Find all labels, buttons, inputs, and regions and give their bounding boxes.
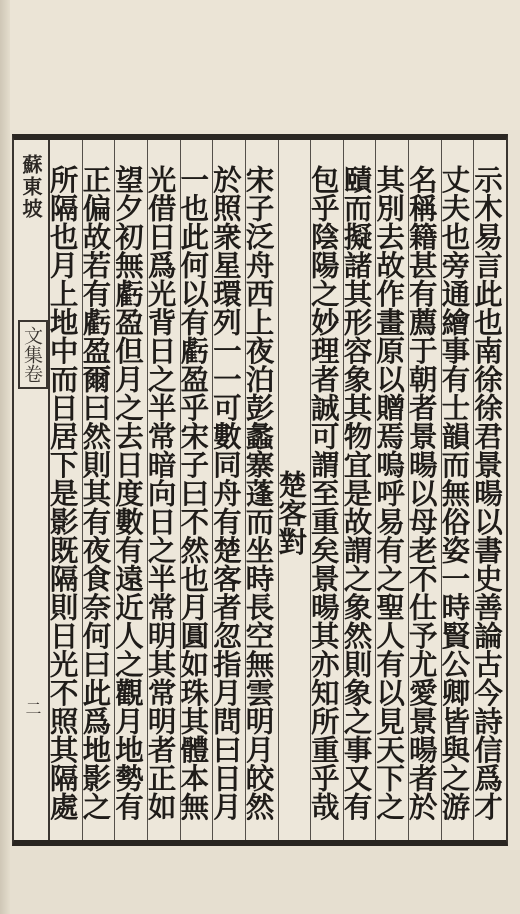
text-column — [143, 140, 181, 840]
column-text: 望夕初無虧盈但月之去日度數有遠近人之觀月地勢有 — [110, 165, 145, 821]
text-column — [241, 140, 279, 840]
column-text: 賾而擬諸其形容象其物宜是故謂之象然則象之事又有 — [339, 165, 374, 821]
column-text: 示木易言此也南徐徐君景暘以書史善論古今詩信爲才 — [470, 165, 504, 821]
column-text: 丈夫也旁通繪事有士韻而無俗姿一時賢公卿皆與之游 — [437, 165, 472, 821]
column-text: 一也此何以有虧盈乎宋子曰不然也月圓如珠其體本無 — [176, 165, 211, 821]
book-title: 蘇東坡 — [19, 154, 43, 220]
column-text: 所隔也月上地中而日居下是影既隔則日光不照其隔處 — [45, 165, 80, 821]
text-column — [306, 140, 344, 840]
text-column — [372, 140, 409, 840]
page-top-margin — [0, 0, 520, 130]
column-text: 名稱籍甚有薦于朝者景暘以母老不仕予尤愛景暘者於 — [404, 165, 439, 821]
text-column — [339, 140, 377, 840]
page-bottom-margin — [0, 850, 520, 914]
column-text: 正偏故若有虧盈爾曰然則其有夜食奈何曰此爲地影之 — [78, 165, 113, 821]
column-text: 於照衆星環列一一可數同舟有楚客者忽指月問曰日月 — [208, 165, 243, 821]
page-number: 二 — [23, 700, 42, 716]
text-body — [45, 140, 506, 840]
text-column — [470, 140, 506, 840]
section-heading-column — [274, 140, 312, 840]
text-column — [208, 140, 246, 840]
text-column — [437, 140, 475, 840]
column-text: 光借日爲光背日之半常暗向日之半常明其常明者正如 — [143, 165, 178, 821]
text-column — [176, 140, 214, 840]
book-binding — [0, 0, 10, 914]
text-column — [110, 140, 148, 840]
text-column — [45, 140, 83, 840]
column-text: 包乎陰陽之妙理者誠可謂至重矣景暘其亦知所重乎哉 — [306, 165, 341, 821]
text-column — [404, 140, 442, 840]
column-text: 宋子泛舟西上夜泊彭蠡寨蓬而坐時長空無雲明月皎然 — [241, 165, 276, 821]
volume-label: 文集卷 — [18, 320, 48, 389]
text-column — [78, 140, 116, 840]
column-text: 其別去故作畫原以贈焉嗚呼易有之聖人有以見天下之 — [372, 165, 407, 821]
section-heading: 楚客對 — [274, 470, 309, 556]
